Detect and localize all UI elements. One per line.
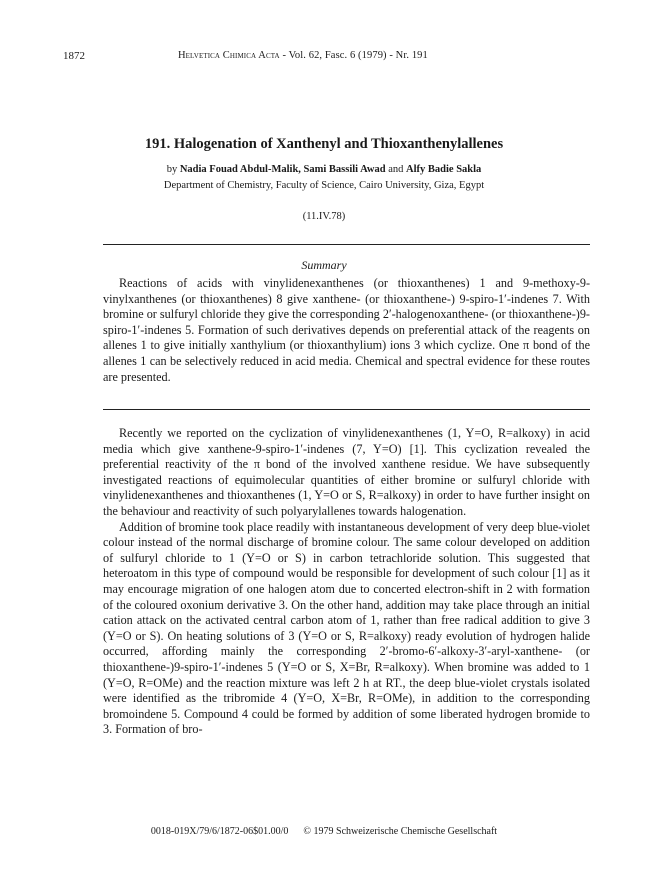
journal-name: Helvetica Chimica Acta: [178, 50, 280, 61]
divider-top: [103, 244, 590, 245]
author-line: [0, 164, 648, 175]
paragraph: Addition of bromine took place readily with instantaneous development of very deep blue-violet colour instead of the normal discharge of bromine colour. The same colour developed on addition of sulfuryl chloride to 1 (Y=O or S) in carbon tetrachloride solution. This suggested that heteroatom in this type of compound would be responsible for development of such colour [1] as it may encourage migration of one halogen atom due to concerted electron-shift in 2 with formation of the coloured oxonium derivative 3. On the other hand, addition may take place through an initial cation attack on the activated central carbon atom of 1, rather than free radical addition to give 3 (Y=O or S). On heating solutions of 3 (Y=O or S, R=alkoxy) ready evolution of hydrogen halide occurred, affording mainly the corresponding 2′-bromo-6′-alkoxy-3′-aryl-xanthene- (or thioxanthene-)9-spiro-1′-indenes 5 (Y=O or S, X=Br, R=alkoxy). When bromine was added to 1 (Y=O, R=OMe) and the reaction mixture was left 2 h at RT., the deep blue-violet crystals isolated were identified as the tribromide 4 (Y=O, X=Br, R=OMe), in addition to the corresponding bromoindene 5. Compound 4 could be formed by addition of some liberated hydrogen bromide to 3. Formation of bro-: [103, 519, 590, 737]
paragraph: Recently we reported on the cyclization of vinylidenexanthenes (1, Y=O, R=alkoxy) in acid media which give xanthene-9-spiro-1′-indenes (7, Y=O) [1]. This cyclization revealed the preferential reactivity of the π bond of the involved xanthene residue. We have subsequently investigated reactions of equimolecular quantities of either bromine or sulfuryl chloride with vinylidenexanthenes and thioxanthenes (1, Y=O or S, R=alkoxy) in order to have further insight on the behaviour and reactivity of such polyarylallenes towards halogenation.: [103, 426, 590, 518]
volume-info: - Vol. 62, Fasc. 6 (1979) - Nr. 191: [279, 50, 428, 61]
summary-heading: Summary: [301, 258, 347, 272]
divider-bottom: [103, 409, 590, 410]
author-last: Alfy Badie Sakla: [406, 164, 482, 175]
summary-text: Reactions of acids with vinylidenexanthenes (or thioxanthenes) 1 and 9-methoxy-9-vinylxanthenes (or thioxanthenes) 8 give xanthene- (or thioxanthene-) 9-spiro-1′-indenes 7. With bromine or sulfuryl chloride they give the corresponding 2′-halogenoxanthene- (or thioxanthene-)9-spiro-1′-indenes 5. Formation of such derivatives depends on preferential attack of the reagents on allenes 1 to give initially xanthylium (or thioxanthylium) ions 3 which cyclize. One π bond of the allenes 1 can be selectively reduced in acid media. Chemical and spectral evidence for these routes are presented.: [103, 276, 590, 384]
running-head: [178, 50, 428, 61]
authors-by: by: [166, 164, 180, 175]
page-number: 1872: [63, 50, 85, 62]
article-title: 191. Halogenation of Xanthenyl and Thioxanthenylallenes: [144, 136, 504, 152]
author-names: Nadia Fouad Abdul-Malik, Sami Bassili Awad: [179, 164, 386, 175]
footer-copyright: 0018-019X/79/6/1872-06$01.00/0 © 1979 Schweizerische Chemische Gesellschaft: [150, 826, 498, 837]
body-text: [103, 426, 590, 738]
received-date: (11.IV.78): [302, 211, 346, 222]
authors-and: and: [385, 164, 407, 175]
affiliation: Department of Chemistry, Faculty of Science, Cairo University, Giza, Egypt: [163, 180, 485, 191]
